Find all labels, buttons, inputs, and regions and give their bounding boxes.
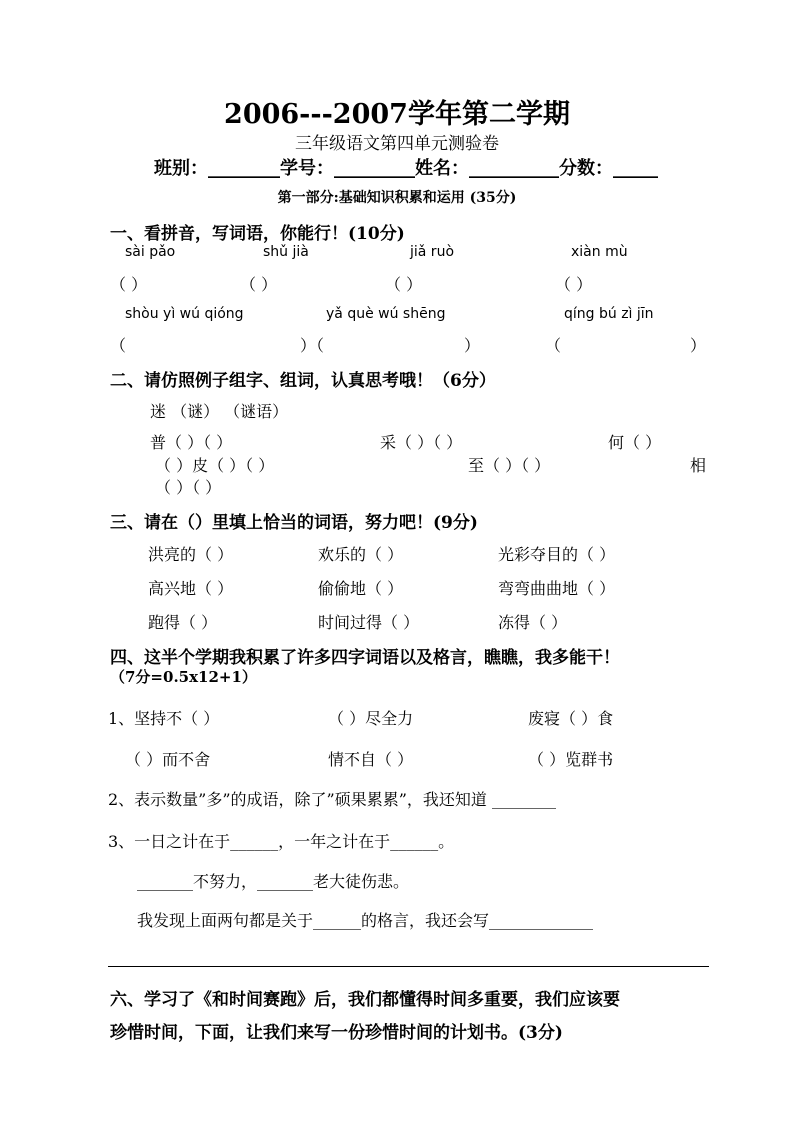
pinyin-1: sài pǎo — [125, 244, 176, 260]
answer-blank-1[interactable]: （ ） — [110, 275, 148, 294]
answer-blank-5-6[interactable]: ）（ — [300, 336, 325, 355]
compose-he[interactable]: 何（ ） — [608, 433, 662, 452]
section-6-line1: 六、学习了《和时间赛跑》后，我们都懂得时间多重要，我们应该要 — [110, 990, 620, 1010]
answer-blank-4[interactable]: （ ） — [555, 275, 593, 294]
compose-xiang-blanks[interactable]: （ ）（ ） — [155, 478, 222, 497]
idiom-q1-2[interactable]: （ ）尽全力 — [328, 709, 414, 728]
idiom-q1-6[interactable]: （ ）览群书 — [528, 750, 614, 769]
compose-cai[interactable]: 采（ ）（ ） — [380, 433, 463, 452]
answer-blank-7-open[interactable]: （ — [545, 336, 562, 355]
idiom-q2[interactable]: 2、表示数量”多”的成语，除了”硕果累累”，我还知道 ________ — [108, 790, 556, 809]
fill-word-9[interactable]: 冻得（ ） — [498, 613, 568, 632]
fill-word-1[interactable]: 洪亮的（ ） — [148, 545, 234, 564]
proverb-q3-line3[interactable]: 我发现上面两句都是关于______的格言，我还会写_____________ — [137, 911, 594, 930]
compose-xiang[interactable]: 相 — [690, 456, 707, 475]
proverb-q3-line2[interactable]: _______不努力，_______老大徒伤悲。 — [137, 872, 410, 891]
fill-word-5[interactable]: 偷偷地（ ） — [318, 579, 404, 598]
section-3-heading: 三、请在（）里填上恰当的词语，努力吧！(9分) — [110, 513, 478, 533]
pinyin-4: xiàn mù — [571, 244, 628, 260]
answer-blank-5-open[interactable]: （ — [110, 336, 127, 355]
part-title: 第一部分:基础知识积累和运用 (35分) — [277, 190, 517, 206]
pinyin-6: yǎ què wú shēng — [326, 306, 446, 322]
pinyin-2: shǔ jià — [263, 244, 309, 260]
idiom-q1-4[interactable]: （ ）而不舍 — [125, 750, 211, 769]
fill-word-2[interactable]: 欢乐的（ ） — [318, 545, 404, 564]
idiom-q1-3[interactable]: 废寝（ ）食 — [528, 709, 614, 728]
answer-line[interactable] — [108, 966, 709, 967]
proverb-q3-line1[interactable]: 3、一日之计在于______，一年之计在于______。 — [108, 832, 455, 851]
idiom-q1-5[interactable]: 情不自（ ） — [328, 750, 414, 769]
fill-word-3[interactable]: 光彩夺目的（ ） — [498, 545, 616, 564]
fill-word-6[interactable]: 弯弯曲曲地（ ） — [498, 579, 616, 598]
pinyin-3: jiǎ ruò — [410, 244, 455, 260]
answer-blank-2[interactable]: （ ） — [240, 275, 278, 294]
page-subtitle: 三年级语文第四单元测验卷 — [295, 134, 499, 154]
section-6-line2: 珍惜时间，下面，让我们来写一份珍惜时间的计划书。(3分) — [110, 1023, 563, 1043]
page-title: 2006---2007学年第二学期 — [224, 99, 570, 130]
pinyin-7: qíng bú zì jīn — [564, 306, 654, 322]
fill-word-8[interactable]: 时间过得（ ） — [318, 613, 420, 632]
compose-pi[interactable]: （ ）皮（ ）（ ） — [155, 456, 275, 475]
section-4-score: （7分=0.5x12+1） — [110, 668, 257, 686]
section-1-heading: 一、看拼音，写词语，你能行！(10分) — [110, 224, 405, 244]
compose-zhi[interactable]: 至（ ）（ ） — [468, 456, 551, 475]
fill-word-7[interactable]: 跑得（ ） — [148, 613, 218, 632]
answer-blank-7-close[interactable]: ） — [690, 336, 707, 355]
answer-blank-6-close[interactable]: ） — [464, 336, 481, 355]
example-line: 迷 （谜） （谜语） — [150, 402, 289, 421]
answer-blank-3[interactable]: （ ） — [385, 275, 423, 294]
idiom-q1-1[interactable]: 1、坚持不（ ） — [108, 709, 220, 728]
pinyin-5: shòu yì wú qióng — [125, 306, 244, 322]
compose-pu[interactable]: 普（ ）（ ） — [150, 433, 233, 452]
section-2-heading: 二、请仿照例子组字、组词，认真思考哦！（6分） — [110, 371, 496, 391]
section-4-heading: 四、这半个学期我积累了许多四字词语以及格言，瞧瞧，我多能干！ — [110, 648, 620, 668]
fill-word-4[interactable]: 高兴地（ ） — [148, 579, 234, 598]
student-info-line: 班别：________学号：_________姓名：__________分数：_____ — [154, 158, 658, 179]
